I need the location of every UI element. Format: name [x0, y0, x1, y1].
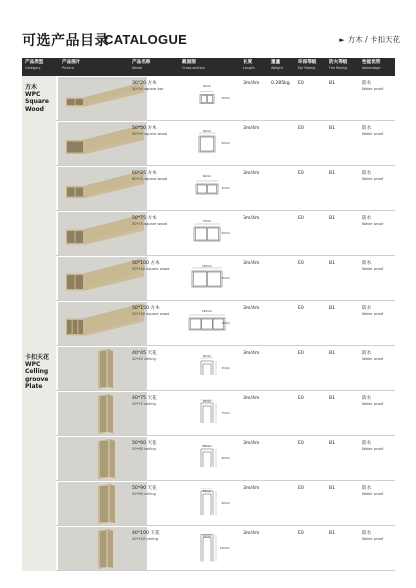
- epi-rating-value: E0: [298, 351, 304, 356]
- length-value: 3m/4m: [243, 531, 260, 536]
- fire-rating-value: B1: [329, 351, 336, 356]
- length-value: 3m/4m: [243, 351, 260, 356]
- fire-rating-value: B1: [329, 216, 336, 221]
- dimension-height-label: 45mm: [221, 367, 230, 370]
- length-value: 3m/4m: [243, 126, 260, 131]
- category-label-line: 方木: [25, 84, 38, 91]
- col-length: 长度 Length: [243, 60, 255, 70]
- weight-value: 0.285kg: [271, 81, 290, 86]
- epi-rating-value: E0: [298, 261, 304, 266]
- product-name: 30*20 方木 30*20 square bar: [132, 81, 164, 91]
- fire-rating-value: B1: [329, 486, 336, 491]
- epi-rating-value: E0: [298, 171, 304, 176]
- advantage-value: 防水 Water proof: [362, 81, 384, 91]
- fire-rating-value: B1: [329, 171, 336, 176]
- table-row: [56, 391, 395, 436]
- advantage-value: 防水 Water proof: [362, 351, 384, 361]
- table-row: [56, 436, 395, 481]
- category-label-line: 卡扣天花: [25, 354, 50, 361]
- dimension-width-label: 40mm: [202, 400, 212, 403]
- fire-rating-value: B1: [329, 441, 336, 446]
- cross-section-diagram: [181, 533, 233, 563]
- fire-rating-value: B1: [329, 531, 336, 536]
- epi-rating-value: E0: [298, 486, 304, 491]
- table-row: [56, 526, 395, 571]
- dimension-height-label: 90mm: [221, 502, 230, 505]
- breadcrumb-label: 方木 / 卡扣天花: [347, 35, 400, 44]
- advantage-value: 防水 Water proof: [362, 441, 384, 451]
- dimension-height-label: 50mm: [221, 142, 230, 145]
- table-row: [56, 301, 395, 346]
- col-fire-rating: 防火等级 Fire Rating: [329, 60, 348, 70]
- epi-rating-value: E0: [298, 216, 304, 221]
- advantage-value: 防水 Water proof: [362, 486, 384, 496]
- section-breadcrumb: [339, 34, 400, 45]
- advantage-value: 防水 Water proof: [362, 171, 384, 181]
- cross-section-diagram: [181, 218, 233, 248]
- length-value: 3m/4m: [243, 396, 260, 401]
- dimension-width-label: 50mm: [202, 445, 212, 448]
- product-name: 60*25 方木 60*25 square wood: [132, 171, 168, 181]
- col-weight: 重量 Weight: [271, 60, 283, 70]
- category-label-line: Celling: [25, 368, 49, 376]
- product-name: 50*100 方木 50*100 square wood: [132, 261, 170, 271]
- dimension-height-label: 100mm: [219, 547, 230, 550]
- category-label: [25, 84, 49, 113]
- epi-rating-value: E0: [298, 306, 304, 311]
- length-value: 3m/4m: [243, 306, 260, 311]
- dimension-width-label: 50mm: [202, 490, 212, 493]
- epi-rating-value: E0: [298, 396, 304, 401]
- page-title-en: CATALOGUE: [104, 32, 188, 47]
- dimension-height-label: 60mm: [221, 457, 230, 460]
- advantage-value: 防水 Water proof: [362, 126, 384, 136]
- fire-rating-value: B1: [329, 306, 336, 311]
- col-advantage: 性能优势 Advantage: [362, 60, 381, 70]
- dimension-height-label: 20mm: [221, 97, 230, 100]
- advantage-value: 防水 Water proof: [362, 216, 384, 226]
- dimension-width-label: 40mm: [202, 355, 212, 358]
- length-value: 3m/4m: [243, 261, 260, 266]
- cross-section-diagram: [181, 443, 233, 473]
- fire-rating-value: B1: [329, 126, 336, 131]
- page-title-cn: 可选产品目录: [22, 33, 109, 49]
- length-value: 3m/4m: [243, 486, 260, 491]
- fire-rating-value: B1: [329, 396, 336, 401]
- arrow-right-icon: ►: [339, 35, 345, 44]
- cross-section-diagram: [181, 263, 233, 293]
- dimension-height-label: 50mm: [221, 232, 230, 235]
- table-row: [56, 211, 395, 256]
- product-name: 50*50 方木 50*50 square wood: [132, 126, 168, 136]
- col-cross-section: 截面图 Cross-section: [182, 60, 205, 70]
- fire-rating-value: B1: [329, 81, 336, 86]
- cross-section-diagram: [181, 83, 233, 113]
- col-name: 产品名称 Name: [132, 60, 151, 70]
- epi-rating-value: E0: [298, 531, 304, 536]
- cross-section-diagram: [181, 128, 233, 158]
- category-label-line: WPC: [25, 91, 41, 99]
- dimension-width-label: 30mm: [202, 85, 212, 88]
- cross-section-diagram: [181, 398, 233, 428]
- table-row: [56, 346, 395, 391]
- advantage-value: 防水 Water proof: [362, 531, 384, 541]
- col-picture: 产品图片 Picture: [62, 60, 81, 70]
- table-row: [56, 256, 395, 301]
- dimension-height-label: 50mm: [221, 277, 230, 280]
- dimension-height-label: 50mm: [221, 322, 230, 325]
- dimension-width-label: 100mm: [201, 265, 213, 268]
- product-name: 40*45 天花 40*45 ceiling: [132, 351, 157, 361]
- advantage-value: 防水 Water proof: [362, 261, 384, 271]
- dimension-height-label: 75mm: [221, 412, 230, 415]
- epi-rating-value: E0: [298, 81, 304, 86]
- page-header: [22, 30, 400, 50]
- dimension-width-label: 75mm: [202, 220, 212, 223]
- advantage-value: 防水 Water proof: [362, 396, 384, 406]
- table-row: [56, 76, 395, 121]
- cross-section-diagram: [181, 353, 233, 383]
- product-name: 50*90 天花 50*90 ceiling: [132, 486, 157, 496]
- cross-section-diagram: [181, 488, 233, 518]
- epi-rating-value: E0: [298, 441, 304, 446]
- table-row: [56, 166, 395, 211]
- table-row: [56, 481, 395, 526]
- product-name: 50*75 方木 50*75 square wood: [132, 216, 168, 226]
- length-value: 3m/4m: [243, 216, 260, 221]
- dimension-width-label: 150mm: [201, 310, 213, 313]
- epi-rating-value: E0: [298, 126, 304, 131]
- category-label-line: Wood: [25, 105, 44, 113]
- product-name: 40*75 天花 40*75 ceiling: [132, 396, 157, 406]
- cross-section-diagram: [181, 308, 233, 338]
- table-body: [22, 76, 395, 571]
- category-cell: [22, 76, 56, 346]
- catalogue-table: [22, 58, 395, 571]
- category-label-line: WPC: [25, 361, 41, 369]
- product-name: 50*150 方木 50*150 square wood: [132, 306, 170, 316]
- fire-rating-value: B1: [329, 261, 336, 266]
- dimension-width-label: 50mm: [202, 130, 212, 133]
- length-value: 3m/4m: [243, 441, 260, 446]
- dimension-width-label: 40mm: [202, 535, 212, 538]
- dimension-width-label: 60mm: [202, 175, 212, 178]
- category-label: [25, 354, 49, 390]
- col-category: 产品类型 Category: [25, 60, 44, 70]
- product-name: 50*60 天花 50*60 ceiling: [132, 441, 157, 451]
- col-epi-rating: 环保等级 Epi Rating: [298, 60, 317, 70]
- category-label-line: groove: [25, 375, 49, 383]
- table-header: [22, 58, 395, 76]
- category-label-line: Plate: [25, 382, 43, 390]
- dimension-height-label: 25mm: [221, 187, 230, 190]
- advantage-value: 防水 Water proof: [362, 306, 384, 316]
- table-row: [56, 121, 395, 166]
- length-value: 3m/4m: [243, 81, 260, 86]
- length-value: 3m/4m: [243, 171, 260, 176]
- cross-section-diagram: [181, 173, 233, 203]
- category-label-line: Square: [25, 98, 49, 106]
- product-name: 40*100 天花 40*100 ceiling: [132, 531, 160, 541]
